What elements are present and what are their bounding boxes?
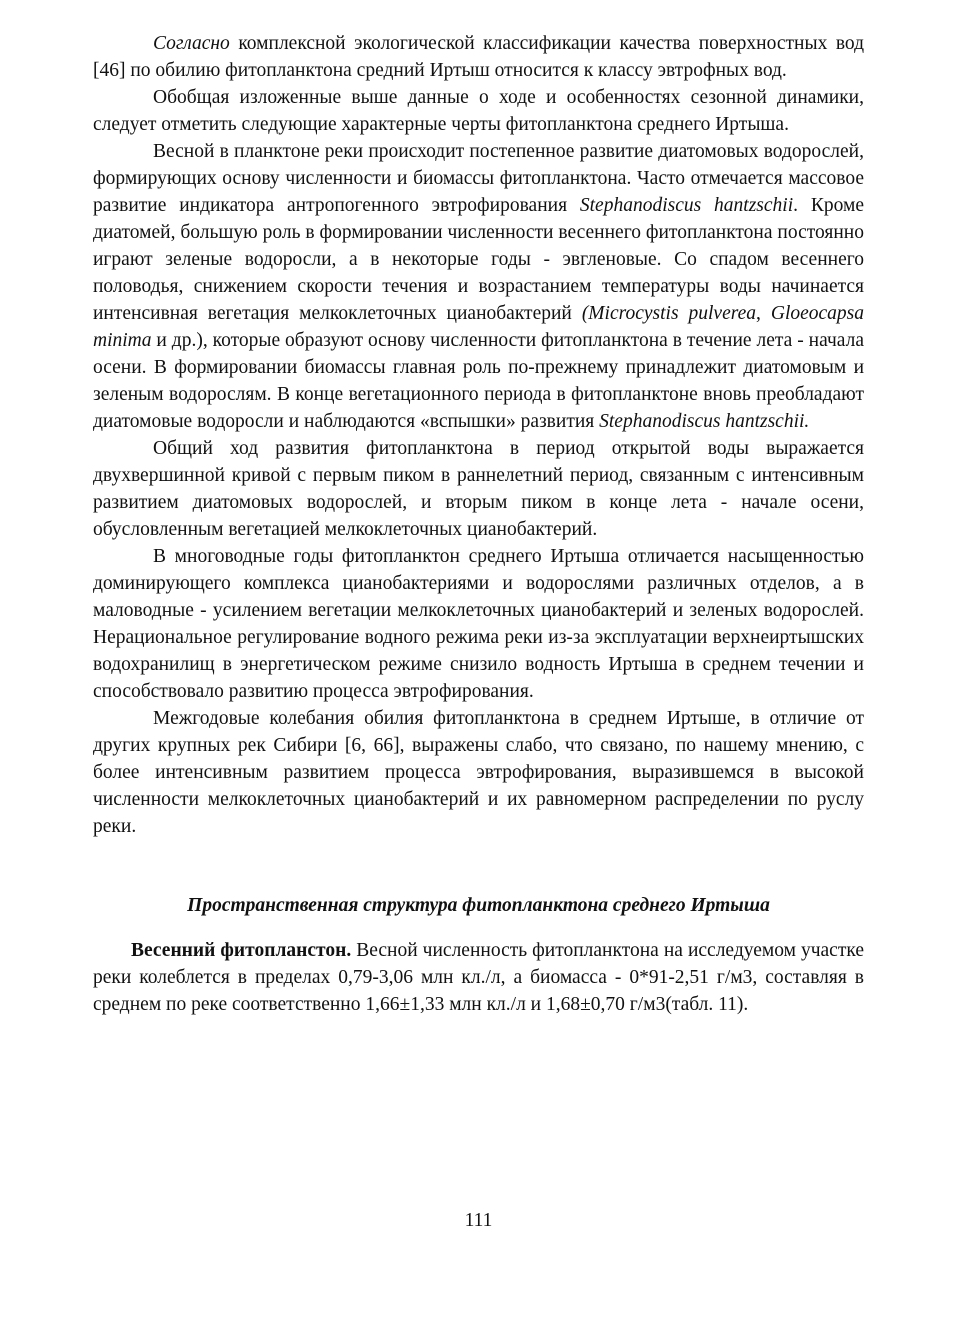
paragraph xyxy=(93,435,864,543)
text-run: комплексной экологической классификации качества поверхностных вод [46] по обилию фитопланктона средний Иртыш относится к классу эвтрофных вод. xyxy=(93,33,864,81)
spacer xyxy=(93,840,864,892)
italic-run: Stephanodiscus hantzschii xyxy=(579,195,794,216)
text-run: , xyxy=(756,303,771,324)
text-run: Обобщая изложенные выше данные о ходе и особенностях сезонной динамики, следует отметить следующие характерные черты фитопланктона среднего Иртыша. xyxy=(93,87,864,135)
text-run: Межгодовые колебания обилия фитопланктона в среднем Иртыше, в отличие от других крупных рек Сибири [6, 66], выражены слабо, что связано, по нашему мнению, с более интенсивным развитием процесса эвтрофирования, выразившемся в высокой численности мелкоклеточных цианобактерий и их равномерном распределении по руслу реки. xyxy=(93,708,864,837)
text-run: . Кроме диатомей, большую роль в формировании численности весеннего фитопланктона постоянно играют зеленые водоросли, а в некоторые годы - эвгленовые. Со спадом весеннего половодья, снижением скорости течения и возрастанием температуры воды начинается интенсивная вегетация мелкоклеточных цианобактерий xyxy=(93,195,864,324)
italic-run: Gloeocapsa minima xyxy=(93,303,865,351)
text-run: и др.), которые образуют основу численности фитопланктона в течение лета - начала осени. В формировании биомассы главная роль по-прежнему принадлежит диатомовым и зеленым водорослям. В конце вегетационного периода в фитопланктоне вновь преобладают диатомовые водоросли и наблюдаются «вспышки» развития xyxy=(93,330,864,432)
document-page xyxy=(93,30,864,1018)
spring-paragraph xyxy=(93,937,864,1018)
section-heading: Пространственная структура фитопланктона среднего Иртыша xyxy=(187,895,770,916)
paragraph xyxy=(93,705,864,840)
paragraph xyxy=(93,30,864,84)
spring-text: Весной численность фитопланктона на исследуемом участке реки колеблется в пределах 0,79-3,06 млн кл./л, а биомасса - 0*91-2,51 г/м3, составляя в среднем по реке соответственно 1,66±1,33 млн кл./л и 1,68±0,70 г/м3(табл. 11). xyxy=(93,940,864,1015)
text-run: В многоводные годы фитопланктон среднего Иртыша отличается насыщенностью доминирующего комплекса цианобактериями и водорослями различных отделов, а в маловодные - усилением вегетации мелкоклеточных цианобактерий и зеленых водорослей. Нерациональное регулирование водного режима реки из-за эксплуатации верхнеиртышских водохранилищ в энергетическом режиме снизило водность Иртыша в среднем течении и способствовало развитию процесса эвтрофирования. xyxy=(93,546,864,702)
italic-run: Stephanodiscus hantzschii. xyxy=(599,411,810,432)
italic-run: (Microcystis pulverea xyxy=(581,303,757,324)
paragraph xyxy=(93,84,864,138)
text-run: Весной в планктоне реки происходит постепенное развитие диатомовых водорослей, формирующих основу численности и биомассы фитопланктона. Часто отмечается массовое развитие индикатора антропогенного эвтрофирования xyxy=(93,141,864,216)
body-text xyxy=(93,30,864,840)
page-number: 111 xyxy=(464,1210,493,1231)
paragraph xyxy=(93,138,864,435)
paragraph xyxy=(93,543,864,705)
spring-label: Весенний фитопланстон. xyxy=(131,940,352,961)
text-run: Общий ход развития фитопланктона в период открытой воды выражается двухвершинной кривой с первым пиком в раннелетний период, связанным с интенсивным развитием диатомовых водорослей, и вторым пиком в конце лета - начале осени, обусловленным вегетацией мелкоклеточных цианобактерий. xyxy=(93,438,864,540)
italic-run: Согласно xyxy=(153,33,230,54)
